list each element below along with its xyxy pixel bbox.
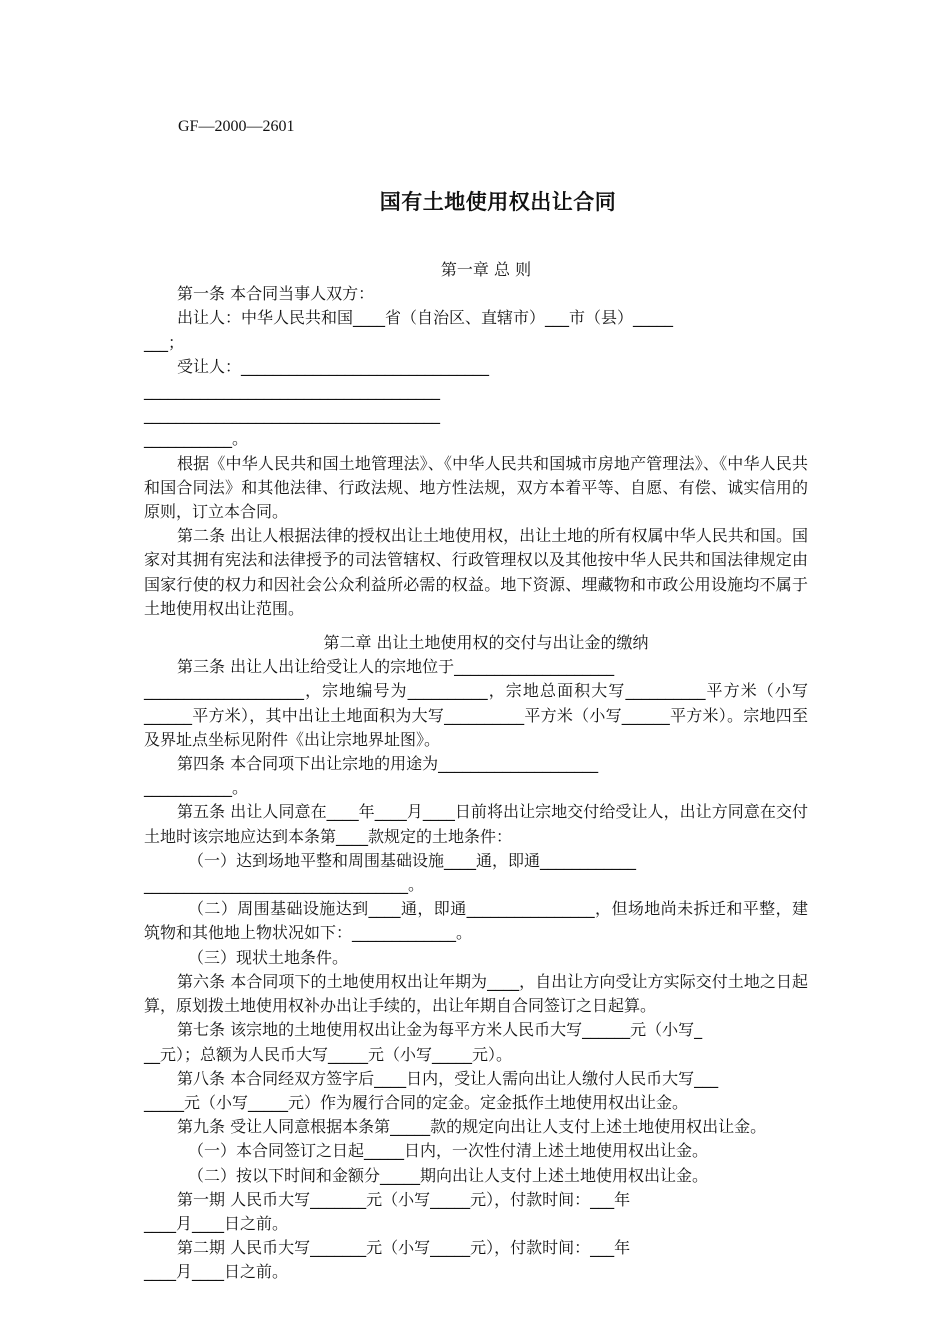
paragraph: （三）现状土地条件。: [188, 947, 349, 967]
paragraph: （一）达到场地平整和周围基础设施____通，即通____________: [188, 850, 637, 870]
paragraph: 第七条 该宗地的土地使用权出让金为每平方米人民币大写______元（小写_: [177, 1020, 703, 1040]
paragraph: _________________________________。: [144, 875, 425, 895]
paragraph: （一）本合同签订之日起_____日内，一次性付清上述土地使用权出让金。: [188, 1141, 709, 1161]
paragraph: 第二条 出让人根据法律的授权出让土地使用权，出让土地的所有权属中华人民共和国。国家对其拥有宪法和法律授予的司法管辖权、行政管理权以及其他按中华人民共和国法律规定由国家行使的权力和因社会公众利益所必需的权益。地下资源、埋藏物和市政公用设施均不属于土地使用权出让范围。: [144, 526, 808, 618]
paragraph: 第二期 人民币大写_______元（小写_____元），付款时间：___年: [177, 1238, 631, 1258]
paragraph: 第一条 本合同当事人双方：: [177, 284, 375, 304]
paragraph: 第六条 本合同项下的土地使用权出让年期为____，自出让方向受让方实际交付土地之日起算，原划拨土地使用权补办出让手续的，出让年期自合同签订之日起算。: [144, 971, 808, 1016]
paragraph: ___；: [144, 332, 185, 352]
paragraph: （二）周围基础设施达到____通，即通________________，但场地尚未拆迁和平整，建筑物和其他地上物状况如下：_____________。: [144, 899, 808, 943]
document-code: GF—2000—2601: [178, 118, 295, 135]
paragraph: ____月____日之前。: [144, 1213, 289, 1233]
paragraph: ___________。: [144, 429, 249, 449]
paragraph: ___________。: [144, 778, 249, 798]
paragraph: 第九条 受让人同意根据本条第_____款的规定向出让人支付上述土地使用权出让金。: [177, 1117, 767, 1137]
paragraph: _____________________________________: [144, 405, 440, 425]
paragraph: _____元（小写_____元）作为履行合同的定金。定金抵作土地使用权出让金。: [144, 1092, 689, 1112]
chapter-heading: 第二章 出让土地使用权的交付与出让金的缴纳: [323, 633, 649, 653]
paragraph: 第八条 本合同经双方签字后____日内，受让人需向出让人缴付人民币大写___: [177, 1068, 719, 1088]
paragraph: ____________________，宗地编号为__________，宗地总面积大写__________平方米（小写______平方米），其中出让土地面积为大写__________平方米（小写______平方米）。宗地四至及界址点坐标见附件《出让宗地界址图》。: [144, 681, 808, 749]
chapter-heading: 第一章 总 则: [440, 260, 532, 279]
paragraph: _____________________________________: [144, 381, 440, 401]
paragraph: 出让人：中华人民共和国____省（自治区、直辖市）___市（县）_____: [177, 308, 674, 328]
paragraph: __元）；总额为人民币大写_____元（小写_____元）。: [144, 1044, 513, 1064]
paragraph: ____月____日之前。: [144, 1262, 289, 1282]
paragraph: 第五条 出让人同意在____年____月____日前将出让宗地交付给受让人，出让方同意在交付土地时该宗地应达到本条第____款规定的土地条件：: [144, 802, 808, 846]
paragraph: 第四条 本合同项下出让宗地的用途为____________________: [177, 754, 599, 774]
paragraph: 根据《中华人民共和国土地管理法》、《中华人民共和国城市房地产管理法》、《中华人民共和国合同法》和其他法律、行政法规、地方性法规，双方本着平等、自愿、有偿、诚实信用的原则，订立本合同。: [144, 453, 808, 522]
paragraph: （二）按以下时间和金额分_____期向出让人支付上述土地使用权出让金。: [188, 1165, 709, 1185]
paragraph: 第三条 出让人出让给受让人的宗地位于____________________: [177, 657, 615, 677]
paragraph: 第一期 人民币大写_______元（小写_____元），付款时间：___年: [177, 1189, 631, 1209]
paragraph: 受让人：_______________________________: [177, 356, 490, 376]
document-body: [144, 258, 808, 1285]
document-title: 国有土地使用权出让合同: [379, 190, 617, 214]
